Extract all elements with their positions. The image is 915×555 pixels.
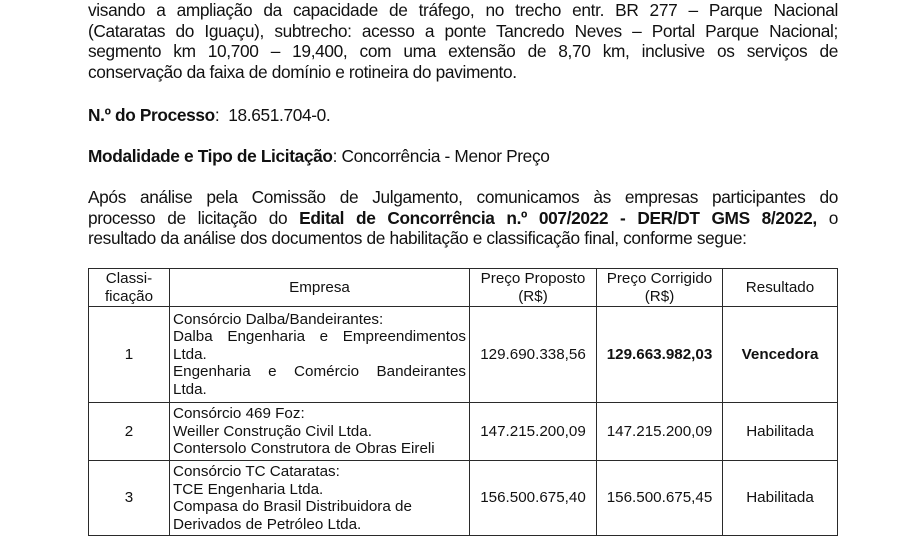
header-resultado: Resultado — [723, 269, 838, 307]
empresa-line: TCE Engenharia Ltda. — [173, 480, 324, 498]
cell-classificacao: 2 — [89, 403, 170, 461]
empresa-line: Contersolo Construtora de Obras Eireli — [173, 440, 435, 458]
table-row — [89, 307, 838, 403]
empresa-line: Compasa do Brasil Distribuidora de — [173, 498, 412, 515]
modality-line — [88, 146, 838, 167]
process-number-line — [88, 105, 838, 126]
header-text: ficação — [104, 287, 154, 305]
modality-separator: : — [332, 146, 342, 166]
cell-empresa — [170, 403, 470, 461]
paragraph-line: segmento km 10,700 – 19,400, com uma extensão de 8,70 km, inclusive os serviços de — [88, 41, 838, 61]
header-preco-proposto — [470, 269, 597, 307]
object-description-paragraph — [88, 0, 838, 82]
header-preco-corrigido — [597, 269, 723, 307]
table-row — [89, 403, 838, 461]
header-classificacao — [89, 269, 170, 307]
cell-preco-corrigido: 147.215.200,09 — [597, 403, 723, 461]
header-text: (R$) — [518, 287, 548, 305]
empresa-line: Weiller Construção Civil Ltda. — [173, 422, 372, 440]
process-number-label: N.º do Processo — [88, 105, 215, 125]
cell-preco-proposto: 147.215.200,09 — [470, 403, 597, 461]
cell-empresa — [170, 461, 470, 536]
table-header-row — [89, 269, 838, 307]
modality-value: Concorrência - Menor Preço — [341, 146, 550, 166]
modality-label: Modalidade e Tipo de Licitação — [88, 146, 333, 166]
cell-empresa — [170, 307, 470, 403]
paragraph-line: (Cataratas do Iguaçu), subtrecho: acesso a ponte Tancredo Neves – Portal Parque Nacional; — [88, 20, 838, 41]
paragraph-line: visando a ampliação da capacidade de tráfego, no trecho entr. BR 277 – Parque Nacional — [88, 0, 838, 20]
paragraph-line — [88, 208, 838, 229]
empresa-line: Ltda. — [173, 380, 207, 398]
paragraph-text: o — [816, 207, 838, 228]
header-text: Classi- — [105, 270, 153, 287]
cell-classificacao: 3 — [89, 461, 170, 536]
results-table — [88, 268, 838, 536]
edital-reference: Edital de Concorrência n.º 007/2022 - DER/DT GMS 8/2022, — [299, 207, 817, 228]
paragraph-line: conservação da faixa de domínio e rotineira do pavimento. — [88, 61, 517, 82]
empresa-line: Ltda. — [173, 345, 207, 363]
process-number-separator: : — [214, 105, 229, 125]
cell-resultado: Habilitada — [723, 403, 838, 461]
empresa-line: Dalba Engenharia e Empreendimentos — [173, 328, 466, 346]
cell-preco-corrigido: 129.663.982,03 — [597, 307, 723, 403]
header-text: Preço Corrigido — [606, 270, 713, 287]
cell-classificacao: 1 — [89, 307, 170, 403]
empresa-line: Consórcio 469 Foz: — [173, 405, 305, 423]
process-number-value: 18.651.704-0. — [228, 105, 331, 125]
header-text: (R$) — [644, 287, 675, 305]
cell-preco-proposto: 156.500.675,40 — [470, 461, 597, 536]
cell-resultado: Habilitada — [723, 461, 838, 536]
table-row — [89, 461, 838, 536]
paragraph-text: processo de licitação do — [88, 207, 300, 228]
empresa-line: Consórcio TC Cataratas: — [173, 463, 340, 480]
empresa-line: Engenharia e Comércio Bandeirantes — [173, 363, 466, 381]
paragraph-line: resultado da análise dos documentos de habilitação e classificação final, conforme segue: — [88, 228, 747, 248]
cell-resultado: Vencedora — [723, 307, 838, 403]
intro-paragraph — [88, 187, 838, 249]
empresa-line: Derivados de Petróleo Ltda. — [173, 515, 362, 533]
cell-preco-corrigido: 156.500.675,45 — [597, 461, 723, 536]
cell-preco-proposto: 129.690.338,56 — [470, 307, 597, 403]
header-text: Preço Proposto — [480, 270, 586, 287]
header-empresa: Empresa — [170, 269, 470, 307]
empresa-line: Consórcio Dalba/Bandeirantes: — [173, 310, 384, 328]
paragraph-line: Após análise pela Comissão de Julgamento, comunicamos às empresas participantes do — [88, 187, 838, 207]
